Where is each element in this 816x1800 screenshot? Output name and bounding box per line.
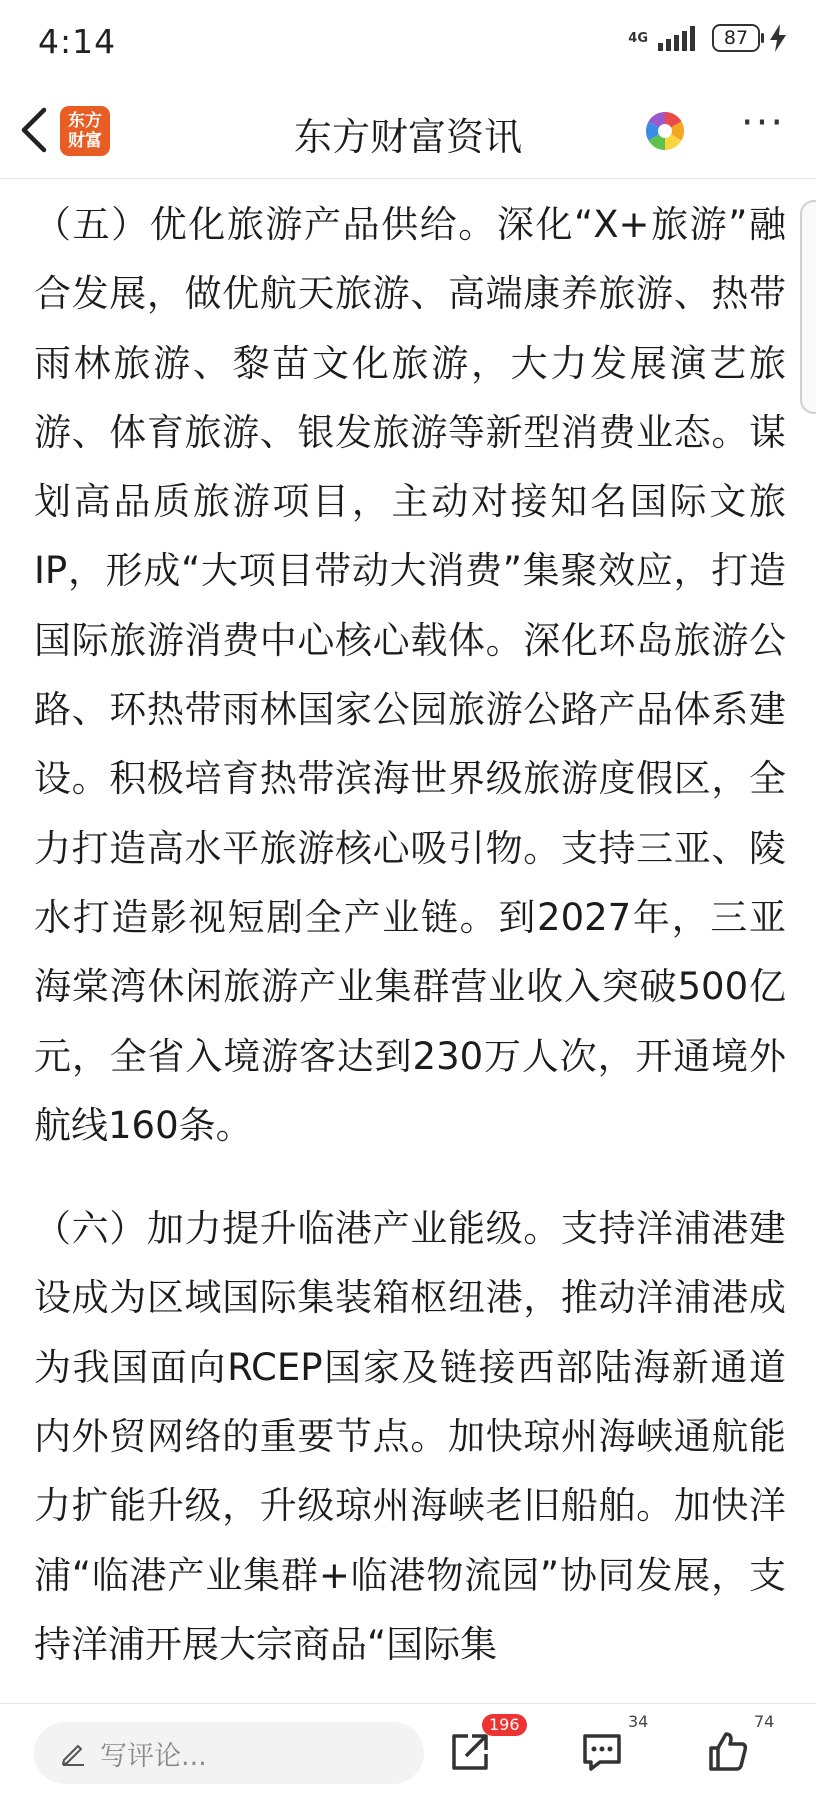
side-scroll-handle[interactable] [800,200,816,414]
app-logo: 东方 财富 [60,106,110,156]
color-wheel-icon[interactable] [644,110,686,152]
page-title: 东方财富资讯 [293,115,522,159]
status-indicators [628,24,786,52]
comment-input[interactable] [34,1722,424,1784]
article-paragraph: （六）加力提升临港产业能级。支持洋浦港建设成为区域国际集装箱枢纽港，推动洋浦港成为我国面向RCEP国家及链接西部陆海新通道内外贸网络的重要节点。加快琼州海峡通航能力扩能升级，升级琼州海峡老旧船舶。加快洋浦“临港产业集群+临港物流园”协同发展，支持洋浦开展大宗商品“国际集 [34,1207,786,1666]
app-header [0,82,816,179]
share-icon [448,1730,492,1774]
signal-icon [658,25,702,51]
like-button[interactable] [706,1712,775,1784]
more-options-icon[interactable]: ··· [740,100,786,146]
like-count: 74 [754,1712,775,1731]
share-button[interactable] [448,1715,520,1784]
battery-indicator: 87 [712,24,760,52]
pencil-icon [60,1740,86,1766]
comment-icon [580,1730,624,1774]
comments-button[interactable] [580,1712,649,1784]
status-time: 4:14 [38,22,117,61]
comment-count: 34 [628,1712,649,1731]
article-body [34,190,786,1713]
article-paragraph: （五）优化旅游产品供给。深化“X+旅游”融合发展，做优航天旅游、高端康养旅游、热带雨林旅游、黎苗文化旅游，大力发展演艺旅游、体育旅游、银发旅游等新型消费业态。谋划高品质旅游项目，主动对接知名国际文旅IP，形成“大项目带动大消费”集聚效应，打造国际旅游消费中心核心载体。深化环岛旅游公路、环热带雨林国家公园旅游公路产品体系建设。积极培育热带滨海世界级旅游度假区，全力打造高水平旅游核心吸引物。支持三亚、陵水打造影视短剧全产业链。到2027年，三亚海棠湾休闲旅游产业集群营业收入突破500亿元，全省入境游客达到230万人次，开通境外航线160条。 [34,203,786,1147]
charging-icon [770,24,786,52]
comment-placeholder: 写评论... [100,1740,207,1772]
bottom-action-bar [0,1704,816,1800]
thumbs-up-icon [706,1730,750,1774]
status-bar [0,0,816,82]
share-count-badge: 196 [482,1714,527,1736]
network-type: 4G [628,30,648,46]
